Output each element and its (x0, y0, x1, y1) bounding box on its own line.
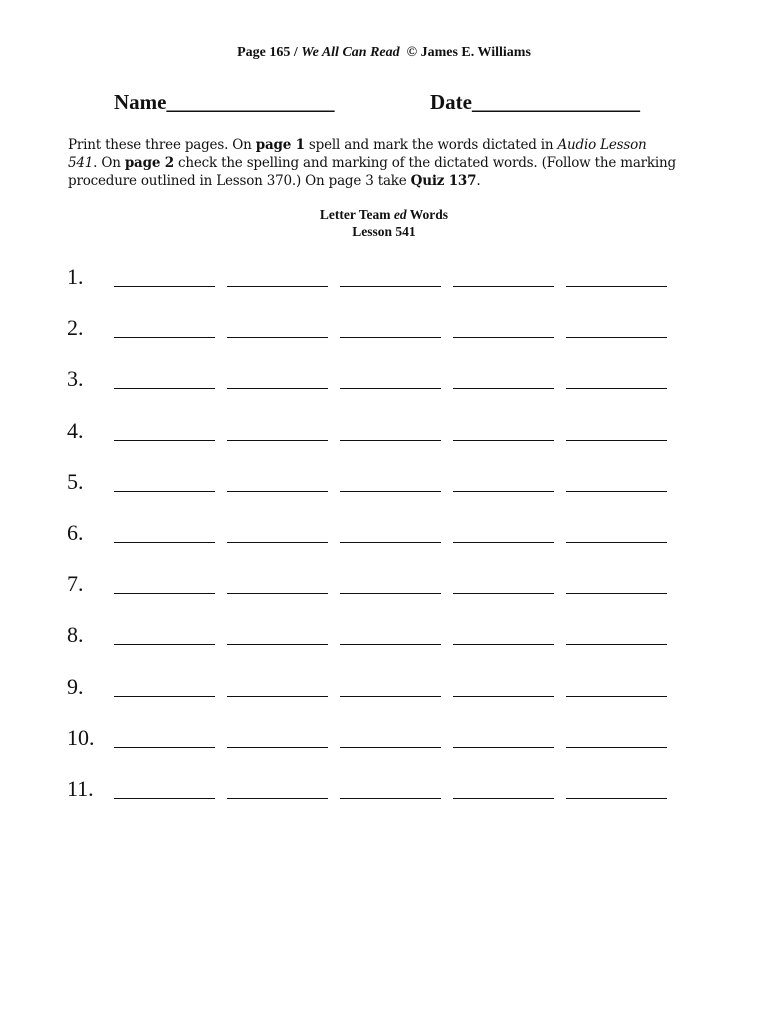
instructions-bold-page2: page 2 (124, 155, 174, 171)
answer-blank[interactable] (227, 286, 328, 287)
page-header (0, 45, 768, 61)
answer-blank[interactable] (566, 644, 667, 645)
row-number: 8. (67, 622, 84, 648)
answer-blank[interactable] (453, 491, 554, 492)
answer-blank[interactable] (227, 644, 328, 645)
instructions-bold-quiz: Quiz 137 (410, 173, 477, 189)
answer-blank[interactable] (340, 747, 441, 748)
answer-row (0, 467, 768, 507)
answer-blank[interactable] (566, 798, 667, 799)
answer-blank[interactable] (340, 696, 441, 697)
answer-blank[interactable] (566, 593, 667, 594)
answer-blank[interactable] (453, 696, 554, 697)
book-title: We All Can Read (301, 45, 400, 60)
answer-blank[interactable] (453, 440, 554, 441)
answer-blank[interactable] (340, 593, 441, 594)
instructions-audio-lesson: Audio Lesson 541 (68, 137, 647, 171)
answer-row (0, 364, 768, 404)
answer-blank[interactable] (114, 644, 215, 645)
answer-blank[interactable] (114, 747, 215, 748)
answer-blank[interactable] (340, 286, 441, 287)
answer-blank[interactable] (114, 542, 215, 543)
name-date-fields (0, 90, 768, 120)
answer-blank[interactable] (227, 491, 328, 492)
row-number: 1. (67, 264, 84, 289)
answer-blank[interactable] (566, 286, 667, 287)
answer-blank[interactable] (227, 440, 328, 441)
answer-blank[interactable] (114, 798, 215, 799)
answer-blank[interactable] (227, 696, 328, 697)
instructions-text: Print these three pages. On (68, 137, 256, 153)
answer-row (0, 672, 768, 712)
row-number: 2. (67, 315, 84, 341)
row-number: 9. (67, 673, 84, 699)
answer-row (0, 313, 768, 353)
answer-blank[interactable] (340, 440, 441, 441)
date-field[interactable]: Date________________ (430, 90, 640, 114)
answer-row (0, 620, 768, 660)
copyright-text: © James E. Williams (406, 45, 531, 60)
answer-blank[interactable] (114, 696, 215, 697)
row-number: 7. (67, 571, 84, 597)
answer-blank[interactable] (114, 388, 215, 389)
answer-blank[interactable] (453, 747, 554, 748)
answer-blank[interactable] (227, 542, 328, 543)
answer-blank[interactable] (566, 440, 667, 441)
answer-blank[interactable] (453, 542, 554, 543)
answer-blank[interactable] (227, 747, 328, 748)
answer-blank[interactable] (227, 593, 328, 594)
instructions-paragraph (68, 136, 678, 190)
answer-blank[interactable] (340, 798, 441, 799)
answer-blank[interactable] (114, 593, 215, 594)
answer-blank[interactable] (453, 388, 554, 389)
instructions-text: check the spelling and marking of the dictated words. (Follow the marking procedure outlined in Lesson 370.) On page 3 take (68, 155, 676, 189)
answer-blank[interactable] (340, 542, 441, 543)
row-number: 4. (67, 417, 84, 443)
row-number: 6. (67, 520, 84, 545)
answer-blank[interactable] (453, 798, 554, 799)
answer-row (0, 774, 768, 814)
answer-blank[interactable] (566, 337, 667, 338)
answer-blank[interactable] (453, 286, 554, 287)
answer-blank[interactable] (227, 798, 328, 799)
answer-row (0, 569, 768, 609)
instructions-text: . (476, 173, 481, 189)
answer-blank[interactable] (566, 747, 667, 748)
answer-row (0, 416, 768, 456)
answer-blank[interactable] (114, 491, 215, 492)
answer-row (0, 262, 768, 302)
answer-blank[interactable] (114, 440, 215, 441)
answer-blank[interactable] (227, 388, 328, 389)
answer-blank[interactable] (566, 388, 667, 389)
answer-blank[interactable] (340, 337, 441, 338)
page-label: Page 165 / (237, 45, 298, 60)
answer-row (0, 518, 768, 558)
title-suffix: Words (406, 207, 449, 222)
instructions-text: . On (93, 155, 125, 171)
instructions-text: spell and mark the words dictated in (304, 137, 558, 153)
title-prefix: Letter Team (319, 207, 394, 222)
answer-blank[interactable] (340, 644, 441, 645)
name-field[interactable]: Name________________ (114, 90, 335, 114)
row-number: 5. (67, 468, 84, 494)
answer-blank[interactable] (227, 337, 328, 338)
lesson-title-block (0, 206, 768, 240)
answer-row (0, 723, 768, 763)
answer-blank[interactable] (340, 388, 441, 389)
answer-blank[interactable] (114, 337, 215, 338)
answer-blank[interactable] (453, 593, 554, 594)
answer-blank[interactable] (453, 644, 554, 645)
lesson-number: Lesson 541 (352, 224, 416, 239)
answer-blank[interactable] (566, 696, 667, 697)
title-italic: ed (393, 207, 407, 222)
instructions-bold-page1: page 1 (255, 137, 305, 153)
lesson-title (0, 206, 768, 223)
answer-blank[interactable] (566, 542, 667, 543)
answer-blank[interactable] (566, 491, 667, 492)
answer-blank[interactable] (114, 286, 215, 287)
row-number: 11. (67, 776, 94, 801)
row-number: 10. (67, 724, 95, 750)
row-number: 3. (67, 366, 84, 392)
answer-blank[interactable] (453, 337, 554, 338)
answer-blank[interactable] (340, 491, 441, 492)
